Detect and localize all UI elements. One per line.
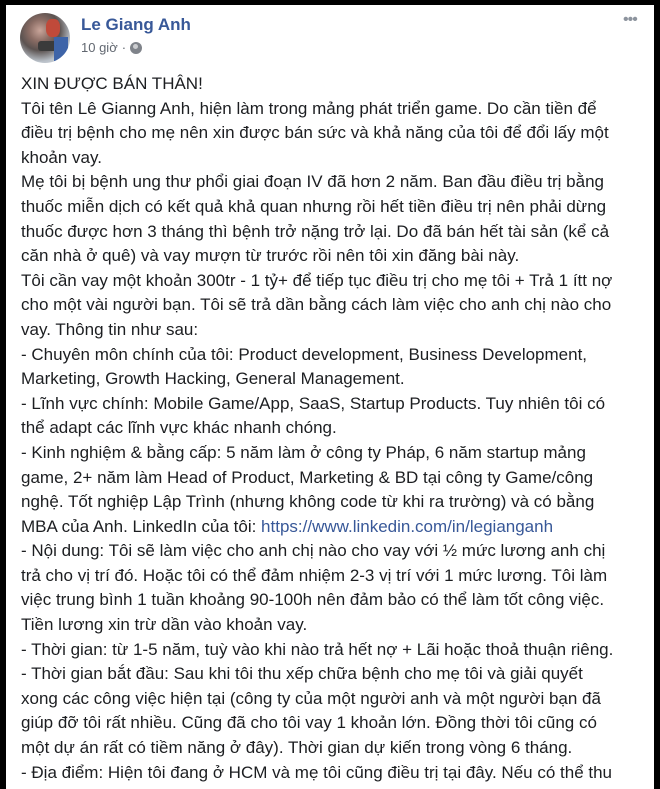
post-line: - Địa điểm: Hiện tôi đang ở HCM và mẹ tôi cũng điều trị tại đây. Nếu có thể thu (21, 762, 612, 782)
post-time[interactable]: 10 giờ (81, 40, 118, 55)
post-line: Mẹ tôi bị bệnh ung thư phổi giai đoạn IV đã hơn 2 năm. Ban đầu điều trị bằng (21, 172, 604, 192)
post-line: khoản vay. (21, 147, 102, 167)
post-line: thuốc được hơn 3 tháng thì bệnh trở nặng trở lại. Do đã bán hết tài sản (kể cả (21, 221, 610, 241)
post-line: XIN ĐƯỢC BÁN THÂN! (21, 74, 203, 93)
post-line: trả cho vị trí đó. Hoặc tôi có thể đảm nhiệm 2-3 vị trí với 1 mức lương. Tôi làm (21, 565, 608, 585)
post-line: Tiền lương xin trừ dần vào khoản vay. (21, 615, 308, 635)
author-name[interactable]: Le Giang Anh (81, 15, 191, 34)
globe-icon[interactable] (130, 42, 142, 54)
post-body (21, 72, 651, 785)
post-line: - Lĩnh vực chính: Mobile Game/App, SaaS, Startup Products. Tuy nhiên tôi có (21, 393, 606, 413)
post-line: việc trung bình 1 tuần khoảng 90-100h nên đảm bảo có thể làm tốt công việc. (21, 590, 605, 610)
post-line: game, 2+ năm làm Head of Product, Marketing & BD tại công ty Game/công (21, 467, 594, 487)
post-line-text: MBA của Anh. LinkedIn của tôi: (21, 516, 262, 536)
post-line: nghệ. Tốt nghiệp Lập Trình (nhưng không code từ khi ra trường) và có bằng (21, 492, 595, 512)
post-line: - Thời gian: từ 1-5 năm, tuỳ vào khi nào trả hết nợ + Lãi hoặc thoả thuận riêng. (21, 639, 614, 659)
post-line: - Chuyên môn chính của tôi: Product development, Business Development, (21, 344, 588, 364)
post-line: - Kinh nghiệm & bằng cấp: 5 năm làm ở công ty Pháp, 6 năm startup mảng (21, 442, 586, 462)
post-meta (81, 40, 142, 55)
post-line: - Thời gian bắt đầu: Sau khi tôi thu xếp chữa bệnh cho mẹ tôi và giải quyết (21, 664, 583, 684)
post-line-linkedin (21, 515, 651, 540)
post-line: Tôi cần vay một khoản 300tr - 1 tỷ+ để tiếp tục điều trị cho mẹ tôi + Trả 1 ítt nợ (21, 270, 613, 290)
post-line: điều trị bệnh cho mẹ nên xin được bán sức và khả năng của tôi để đổi lấy một (21, 123, 609, 143)
post-line: vay. Thông tin như sau: (21, 319, 199, 339)
avatar-detail (54, 37, 68, 61)
linkedin-link[interactable]: https://www.linkedin.com/in/legianganh (261, 516, 554, 536)
post-line: Marketing, Growth Hacking, General Management. (21, 369, 405, 389)
post-line: một dự án rất có tiềm năng ở đây). Thời gian dự kiến trong vòng 6 tháng. (21, 738, 573, 758)
post-line: xong các công việc hiện tại (công ty của một người anh và một người bạn đã (21, 688, 601, 708)
meta-separator: · (121, 40, 127, 55)
post-line: Tôi tên Lê Gianng Anh, hiện làm trong mảng phát triển game. Do cần tiền để (21, 98, 597, 118)
post-line: giúp đỡ tôi rất nhiều. Cũng đã cho tôi vay 1 khoản lớn. Đồng thời tôi cũng có (21, 713, 597, 733)
avatar-detail (46, 19, 60, 37)
more-options-icon[interactable]: ••• (623, 11, 637, 28)
post-line: thuốc miễn dịch có kết quả khả quan nhưng rồi hết tiền điều trị nên phải dừng (21, 196, 607, 216)
author-avatar[interactable] (20, 13, 70, 63)
post-line: - Nội dung: Tôi sẽ làm việc cho anh chị nào cho vay với ½ mức lương anh chị (21, 541, 606, 561)
facebook-post (6, 5, 654, 789)
post-line: căn nhà ở quê) và vay mượn từ trước rồi nên tôi xin đăng bài này. (21, 246, 520, 266)
post-line: thể adapt các lĩnh vực khác nhanh chóng. (21, 418, 337, 438)
post-line: cho một vài người bạn. Tôi sẽ trả dần bằng cách làm việc cho anh chị nào cho (21, 295, 612, 315)
